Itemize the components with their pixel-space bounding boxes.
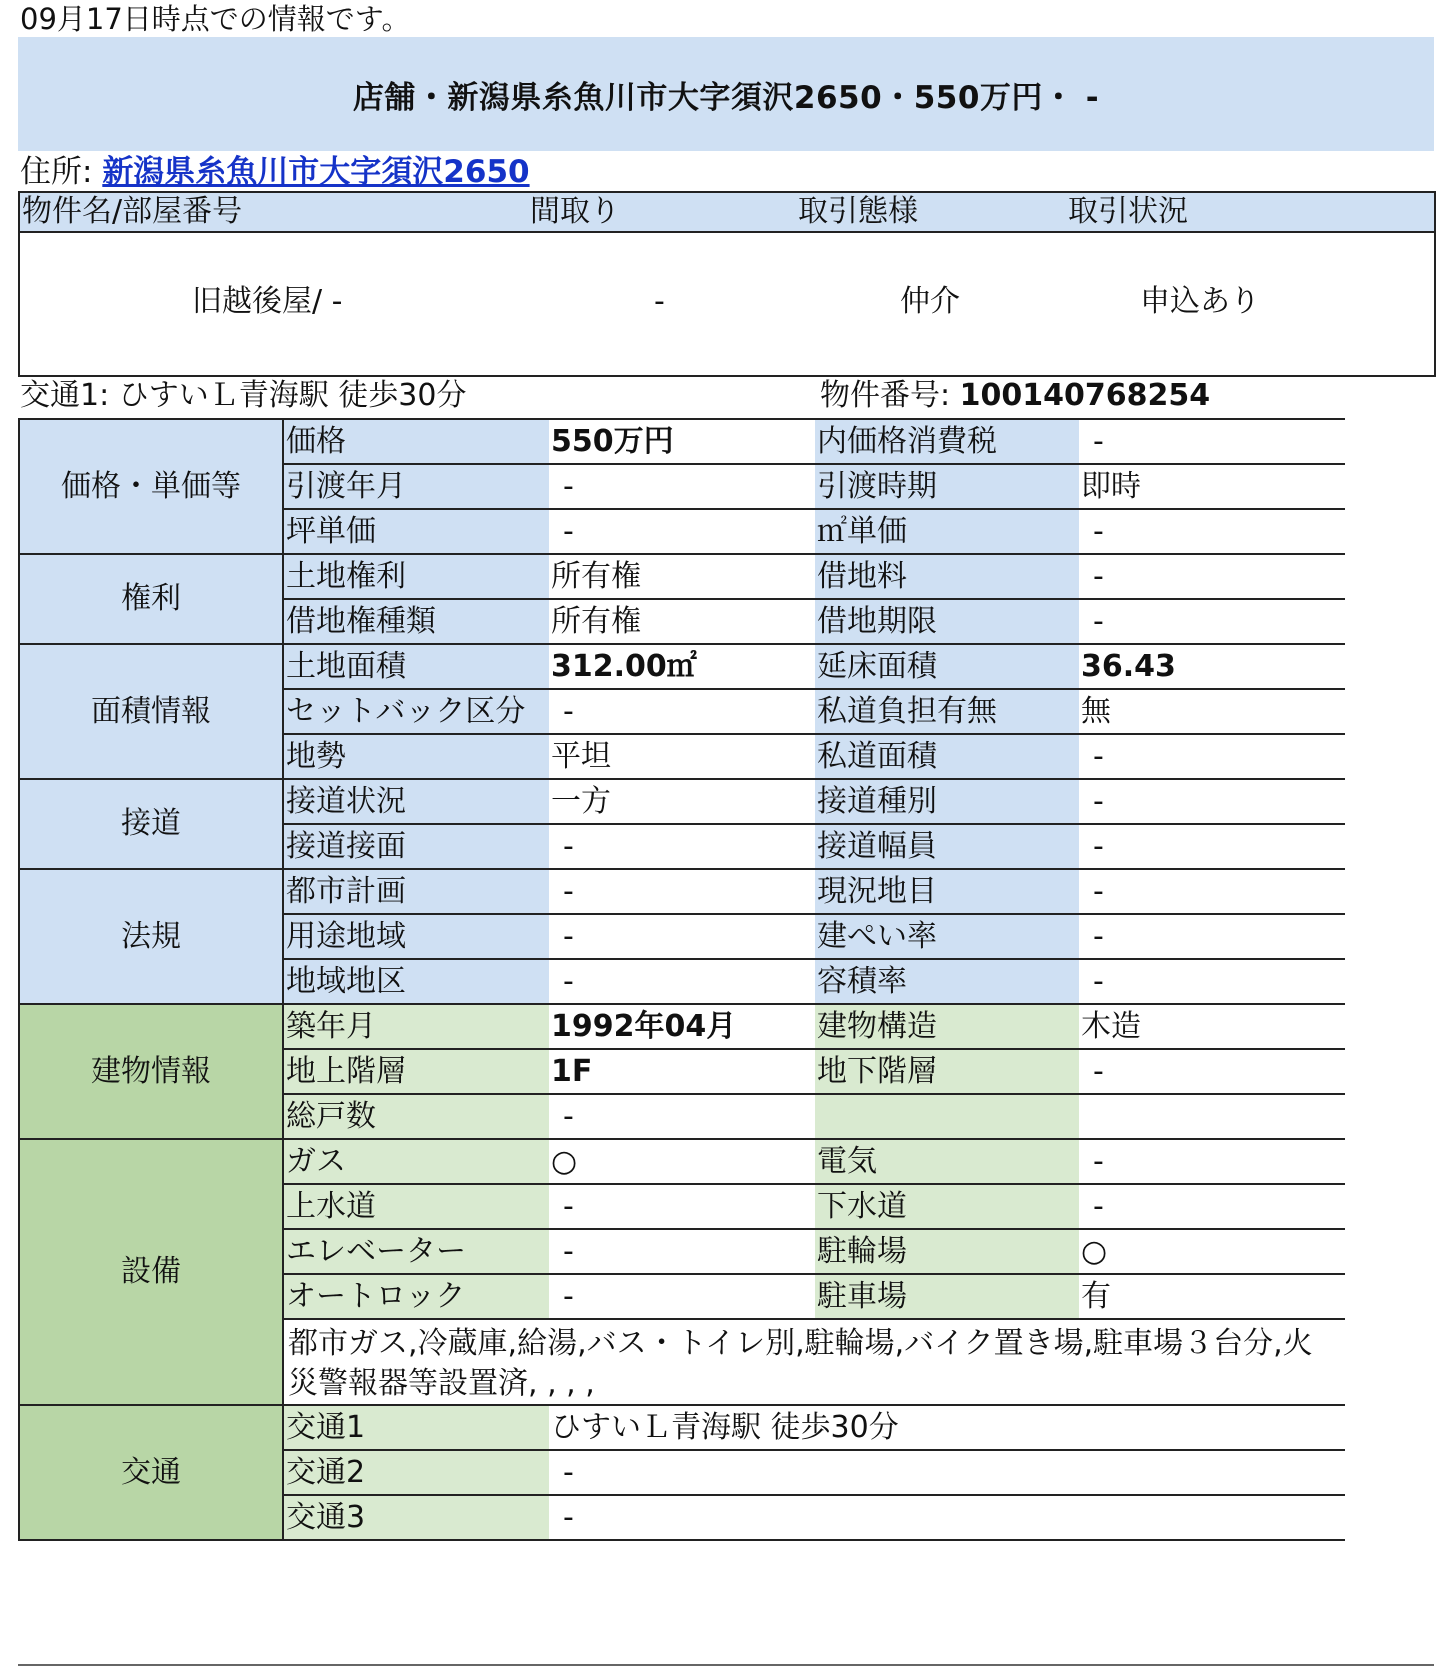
bottom-divider [18, 1664, 1434, 1666]
field-label: 坪単価 [283, 509, 549, 554]
field-label: ガス [283, 1139, 549, 1184]
field-label: 交通3 [283, 1495, 549, 1540]
field-value: - [549, 959, 815, 1004]
field-label: エレベーター [283, 1229, 549, 1274]
field-label: 都市計画 [283, 869, 549, 914]
field-label: オートロック [283, 1274, 549, 1319]
field-value: - [549, 1450, 1345, 1495]
field-label: 土地権利 [283, 554, 549, 599]
field-value: ○ [549, 1139, 815, 1184]
property-number [820, 377, 1210, 415]
summary-transaction-status: 申込あり [1140, 284, 1260, 319]
field-value: - [1079, 914, 1345, 959]
field-value: - [549, 509, 815, 554]
table-row [19, 779, 1345, 824]
summary-layout: - [654, 284, 665, 319]
field-label: セットバック区分 [283, 689, 549, 734]
section-title-building: 建物情報 [19, 1004, 283, 1139]
field-value: - [1079, 554, 1345, 599]
field-value: - [1079, 779, 1345, 824]
field-value: 所有権 [549, 599, 815, 644]
area-section [19, 644, 1345, 779]
field-value: 1992年04月 [549, 1004, 815, 1049]
field-label: 建物構造 [815, 1004, 1079, 1049]
field-label: 接道状況 [283, 779, 549, 824]
field-value: - [549, 464, 815, 509]
field-value: - [549, 1495, 1345, 1540]
field-value: - [549, 689, 815, 734]
field-value: 木造 [1079, 1004, 1345, 1049]
field-value: - [1079, 1139, 1345, 1184]
property-number-label: 物件番号: [820, 378, 951, 413]
field-label: 土地面積 [283, 644, 549, 689]
field-label: 上水道 [283, 1184, 549, 1229]
section-title-transport: 交通 [19, 1405, 283, 1540]
summary-header-transaction-status: 取引状況 [1068, 194, 1188, 229]
field-label: 現況地目 [815, 869, 1079, 914]
transport-summary [20, 377, 466, 415]
field-value: 一方 [549, 779, 815, 824]
field-value: - [1079, 1184, 1345, 1229]
field-value: - [1079, 959, 1345, 1004]
field-value: - [549, 869, 815, 914]
section-title-road: 接道 [19, 779, 283, 869]
field-value: - [549, 1094, 815, 1139]
field-value: - [1079, 824, 1345, 869]
field-value: ○ [1079, 1229, 1345, 1274]
field-label: 築年月 [283, 1004, 549, 1049]
price-section [19, 419, 1345, 554]
section-title-area: 面積情報 [19, 644, 283, 779]
field-value: ひすいＬ青海駅 徒歩30分 [549, 1405, 1345, 1450]
field-value: 36.43 [1079, 644, 1345, 689]
table-row [19, 644, 1345, 689]
field-label: 建ぺい率 [815, 914, 1079, 959]
field-label: 用途地域 [283, 914, 549, 959]
section-title-equipment: 設備 [19, 1139, 283, 1405]
summary-header [18, 191, 1436, 233]
field-label: 接道幅員 [815, 824, 1079, 869]
field-value: - [549, 1184, 815, 1229]
field-label: 下水道 [815, 1184, 1079, 1229]
field-value: - [549, 824, 815, 869]
field-label: 地域地区 [283, 959, 549, 1004]
address-link[interactable]: 新潟県糸魚川市大字須沢2650 [102, 154, 530, 190]
property-detail-table [18, 418, 1345, 1541]
field-label: 私道負担有無 [815, 689, 1079, 734]
transport-summary-value: ひすいＬ青海駅 徒歩30分 [118, 378, 467, 413]
field-value: 平坦 [549, 734, 815, 779]
section-title-law: 法規 [19, 869, 283, 1004]
summary-body [18, 231, 1436, 377]
field-label: 地上階層 [283, 1049, 549, 1094]
field-value: 即時 [1079, 464, 1345, 509]
summary-transaction-type: 仲介 [900, 284, 960, 319]
field-label: 地下階層 [815, 1049, 1079, 1094]
field-value: - [1079, 419, 1345, 464]
field-value: 無 [1079, 689, 1345, 734]
field-label: 延床面積 [815, 644, 1079, 689]
field-label: 借地権種類 [283, 599, 549, 644]
table-row [19, 554, 1345, 599]
field-value: - [549, 914, 815, 959]
field-value: - [549, 1229, 815, 1274]
property-number-value: 100140768254 [959, 378, 1211, 413]
field-label: 総戸数 [283, 1094, 549, 1139]
field-label: 借地期限 [815, 599, 1079, 644]
field-label: 引渡年月 [283, 464, 549, 509]
field-label: 駐車場 [815, 1274, 1079, 1319]
field-value: - [1079, 1049, 1345, 1094]
field-value: - [1079, 599, 1345, 644]
address-line [20, 152, 530, 192]
table-row [19, 1004, 1345, 1049]
summary-header-layout: 間取り [530, 194, 620, 229]
field-value: - [549, 1274, 815, 1319]
field-value: - [1079, 509, 1345, 554]
equipment-section [19, 1139, 1345, 1405]
field-label: 内価格消費税 [815, 419, 1079, 464]
table-row [19, 1405, 1345, 1450]
summary-header-transaction-type: 取引態様 [798, 194, 918, 229]
field-value: - [1079, 869, 1345, 914]
law-section [19, 869, 1345, 1004]
field-label: ㎡単価 [815, 509, 1079, 554]
summary-header-name: 物件名/部屋番号 [22, 194, 243, 229]
transport-summary-label: 交通1: [20, 378, 110, 413]
field-label: 駐輪場 [815, 1229, 1079, 1274]
field-label: 私道面積 [815, 734, 1079, 779]
listing-title: 店舗・新潟県糸魚川市大字須沢2650・550万円・ - [352, 79, 1100, 116]
field-value: - [1079, 734, 1345, 779]
rights-section [19, 554, 1345, 644]
equipment-notes: 都市ガス,冷蔵庫,給湯,バス・トイレ別,駐輪場,バイク置き場,駐車場３台分,火災警報器等設置済, , , , [283, 1319, 1345, 1405]
section-title-price: 価格・単価等 [19, 419, 283, 554]
field-label: 引渡時期 [815, 464, 1079, 509]
field-value [1079, 1094, 1345, 1139]
field-label [815, 1094, 1079, 1139]
field-label: 交通1 [283, 1405, 549, 1450]
summary-property-name: 旧越後屋/ - [192, 284, 343, 319]
building-section [19, 1004, 1345, 1139]
table-row [19, 419, 1345, 464]
field-label: 交通2 [283, 1450, 549, 1495]
field-label: 地勢 [283, 734, 549, 779]
info-date-notice: 09月17日時点での情報です。 [20, 2, 411, 36]
section-title-rights: 権利 [19, 554, 283, 644]
field-value: 有 [1079, 1274, 1345, 1319]
field-label: 接道接面 [283, 824, 549, 869]
field-value: 550万円 [549, 419, 815, 464]
address-label: 住所: [20, 154, 93, 190]
field-label: 価格 [283, 419, 549, 464]
road-section [19, 779, 1345, 869]
field-label: 電気 [815, 1139, 1079, 1184]
table-row [19, 1139, 1345, 1184]
transport-section [19, 1405, 1345, 1540]
field-value: 1F [549, 1049, 815, 1094]
table-row [19, 869, 1345, 914]
field-value: 所有権 [549, 554, 815, 599]
listing-title-banner [18, 37, 1434, 151]
field-label: 接道種別 [815, 779, 1079, 824]
field-label: 容積率 [815, 959, 1079, 1004]
field-label: 借地料 [815, 554, 1079, 599]
field-value: 312.00㎡ [549, 644, 815, 689]
